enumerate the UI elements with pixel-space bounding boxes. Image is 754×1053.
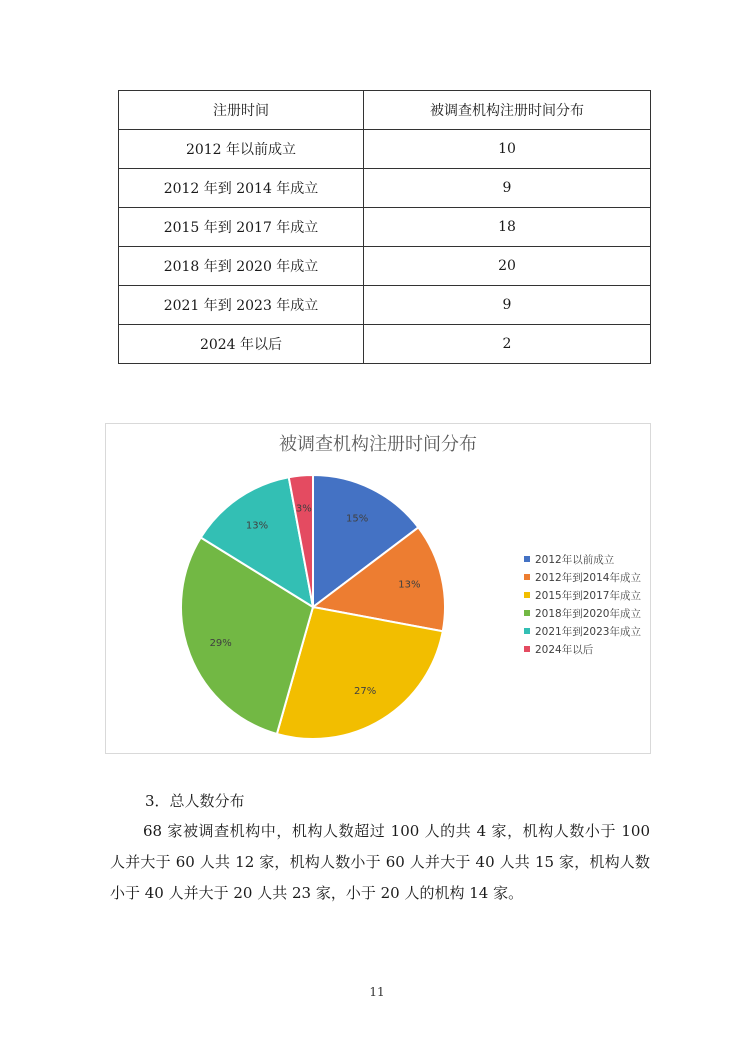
table-cell-period: 2012 年以前成立: [119, 130, 364, 169]
table-row: [119, 325, 651, 364]
body-paragraph: 68 家被调查机构中，机构人数超过 100 人的共 4 家，机构人数小于 100 人并大于 60 人共 12 家，机构人数小于 60 人并大于 40 人共 15 家，机构人数小于 40 人并大于 20 人共 23 家，小于 20 人的机构 14 家。: [110, 822, 650, 902]
chart-legend: [524, 551, 641, 659]
legend-label: 2021年到2023年成立: [535, 626, 641, 638]
pie-data-label: 13%: [245, 520, 269, 532]
table-header-cell: 被调查机构注册时间分布: [364, 91, 651, 130]
table-header-cell: 注册时间: [119, 91, 364, 130]
pie-data-label: 27%: [353, 686, 377, 698]
table-cell-count: 9: [364, 169, 651, 208]
legend-swatch: [524, 556, 530, 562]
section-heading: 3．总人数分布: [145, 792, 245, 810]
legend-label: 2015年到2017年成立: [535, 590, 641, 602]
legend-label: 2018年到2020年成立: [535, 608, 641, 620]
page-number: 11: [369, 985, 385, 999]
table-row: [119, 247, 651, 286]
chart-title: 被调查机构注册时间分布: [279, 434, 477, 455]
legend-item: [524, 569, 641, 587]
table-cell-period: 2018 年到 2020 年成立: [119, 247, 364, 286]
legend-swatch: [524, 610, 530, 616]
table-row: [119, 286, 651, 325]
legend-swatch: [524, 574, 530, 580]
table-cell-count: 20: [364, 247, 651, 286]
table-row: [119, 169, 651, 208]
legend-label: 2024年以后: [535, 644, 594, 656]
legend-item: [524, 605, 641, 623]
pie-data-label: 3%: [295, 503, 312, 515]
legend-item: [524, 641, 641, 659]
legend-label: 2012年以前成立: [535, 554, 615, 566]
pie-data-label: 29%: [209, 637, 232, 649]
table-cell-period: 2021 年到 2023 年成立: [119, 286, 364, 325]
table-row: [119, 130, 651, 169]
table-cell-count: 18: [364, 208, 651, 247]
table-cell-count: 9: [364, 286, 651, 325]
table-row: [119, 208, 651, 247]
pie-data-label: 13%: [398, 579, 421, 591]
table-cell-period: 2012 年到 2014 年成立: [119, 169, 364, 208]
legend-swatch: [524, 592, 530, 598]
pie-data-label: 15%: [346, 513, 369, 525]
pie-chart: [105, 423, 651, 754]
legend-item: [524, 587, 641, 605]
table-cell-period: 2024 年以后: [119, 325, 364, 364]
registration-time-table: [118, 90, 651, 364]
table-header-row: [119, 91, 651, 130]
table-cell-count: 10: [364, 130, 651, 169]
table-cell-period: 2015 年到 2017 年成立: [119, 208, 364, 247]
legend-swatch: [524, 628, 530, 634]
table-cell-count: 2: [364, 325, 651, 364]
legend-swatch: [524, 646, 530, 652]
legend-label: 2012年到2014年成立: [535, 572, 641, 584]
legend-item: [524, 551, 641, 569]
legend-item: [524, 623, 641, 641]
